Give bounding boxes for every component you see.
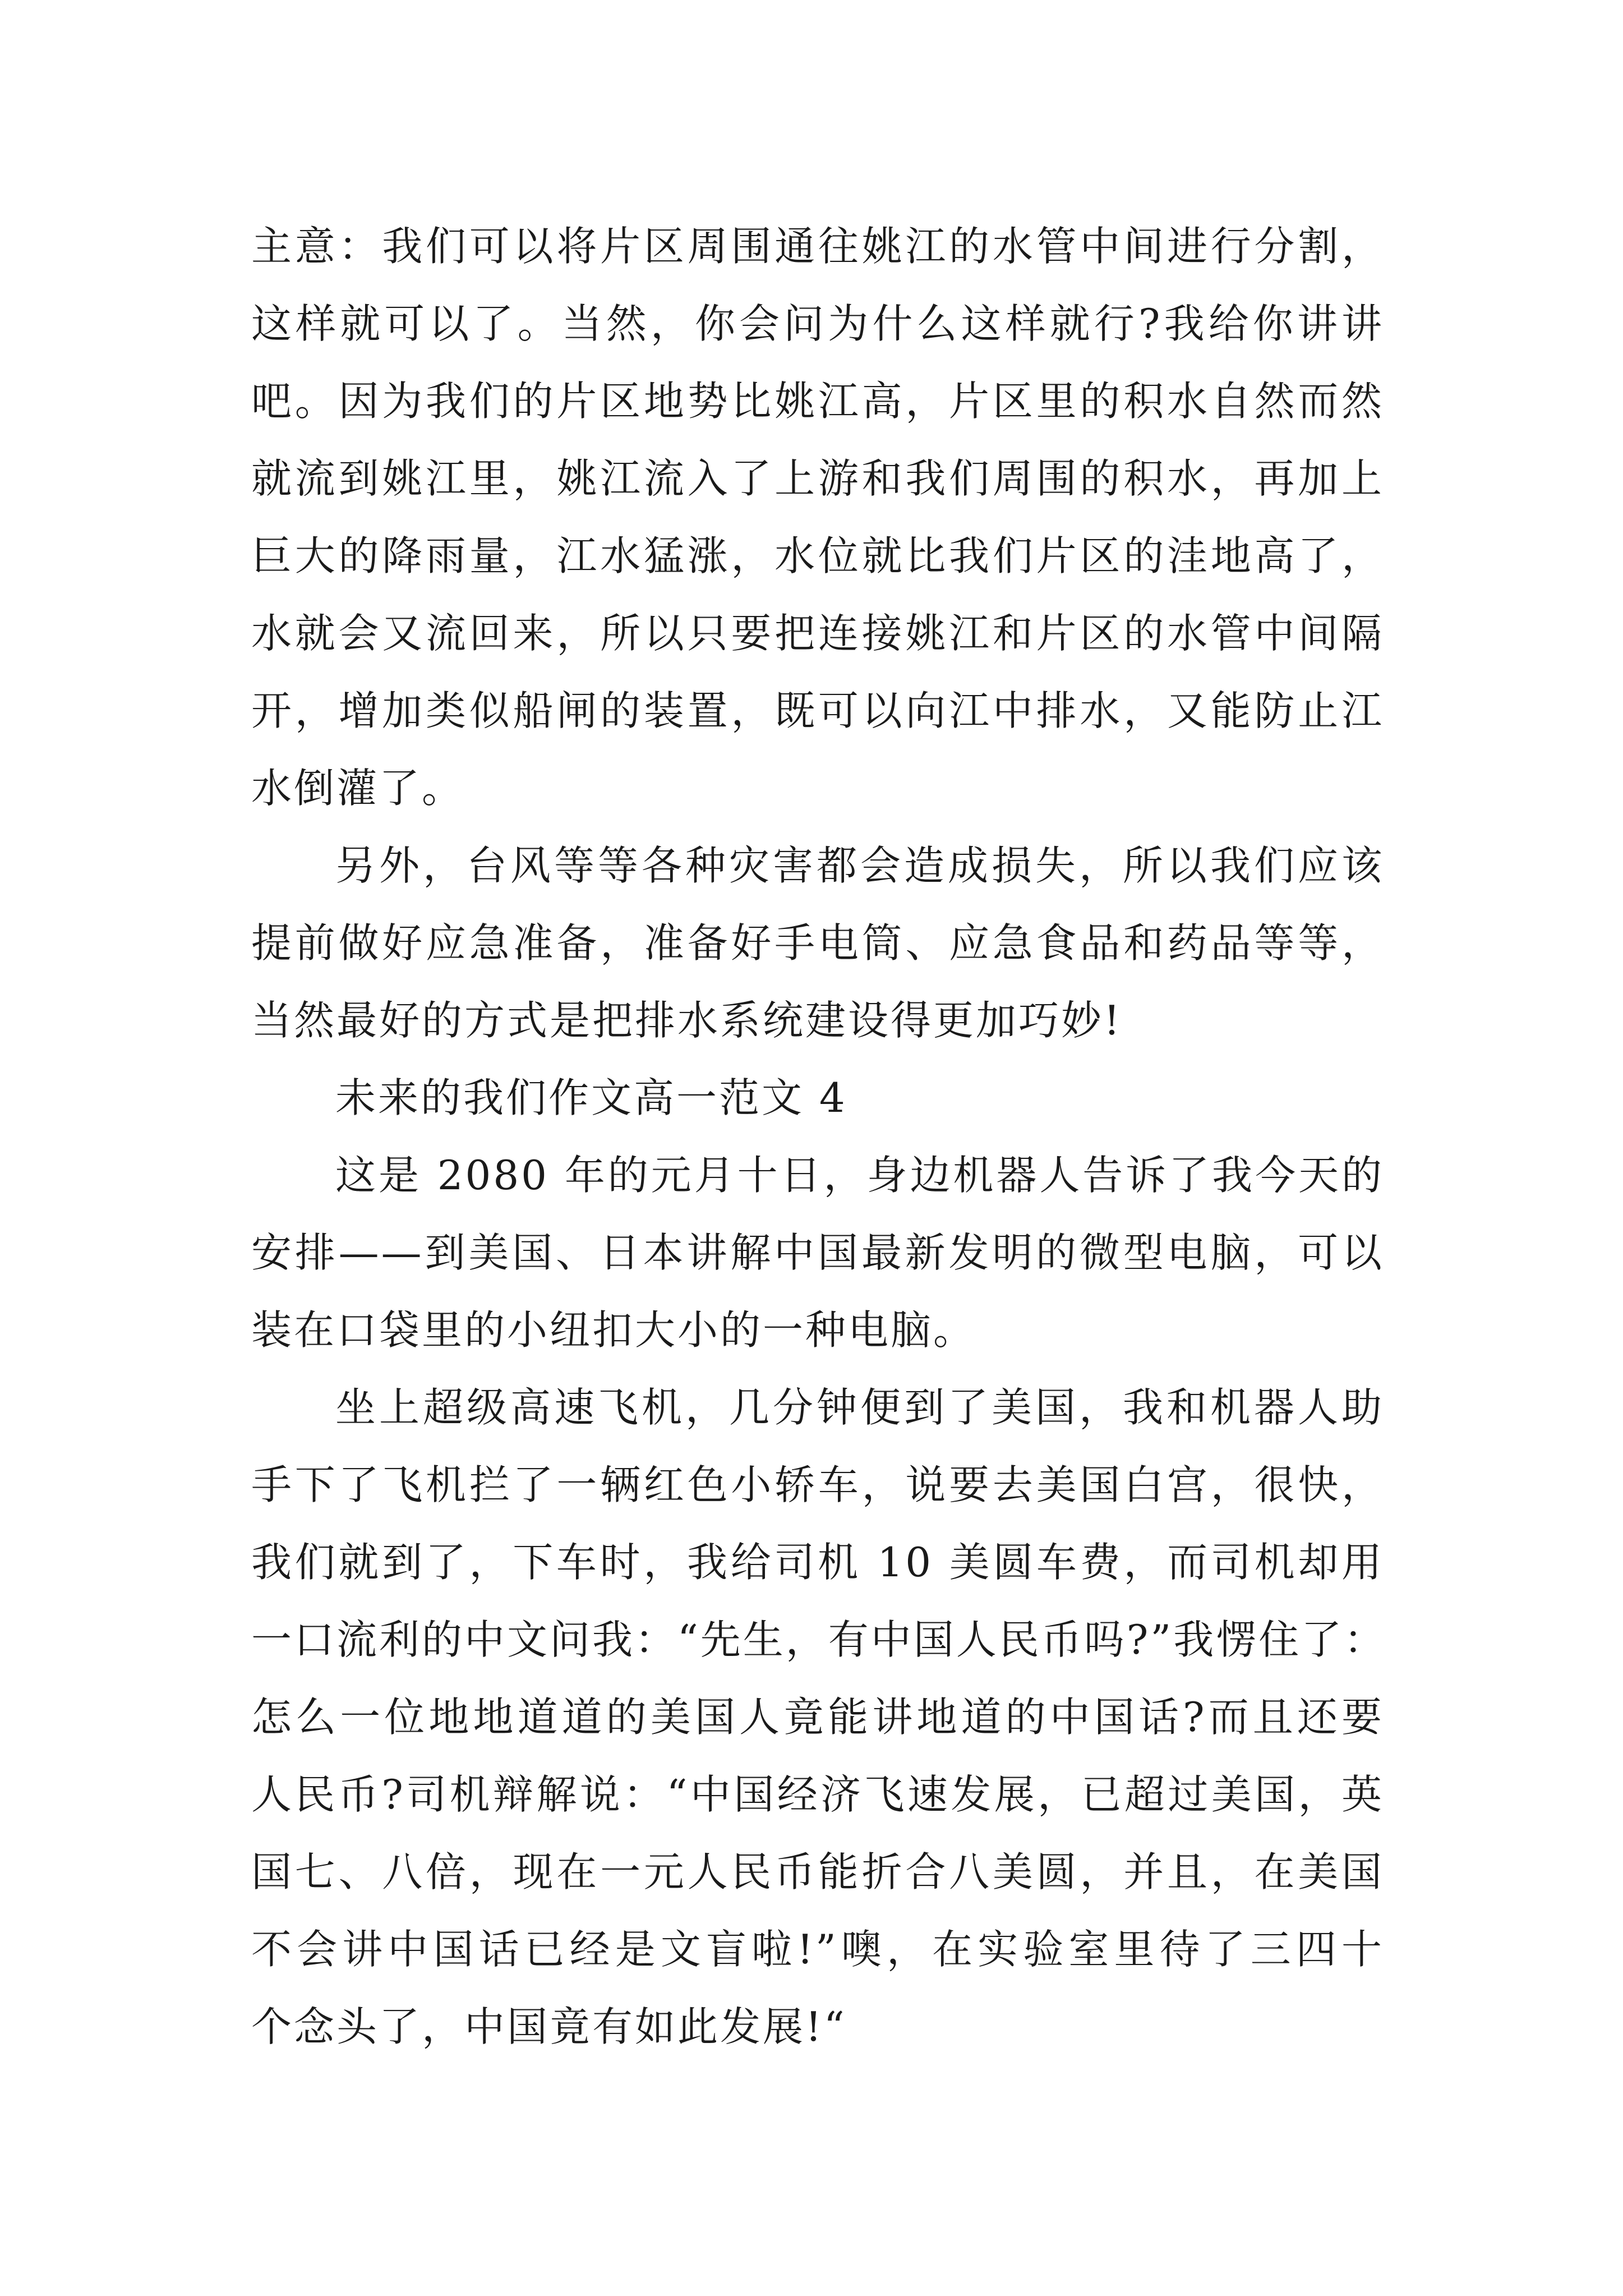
- text-line: 我们就到了，下车时，我给司机 10 美圆车费，而司机却用: [251, 1539, 1384, 1586]
- text-line: 当然最好的方式是把排水系统建设得更加巧妙!: [251, 997, 1122, 1044]
- text-line: 开，增加类似船闸的装置，既可以向江中排水，又能防止江: [251, 687, 1384, 734]
- text-line: 这是 2080 年的元月十日，身边机器人告诉了我今天的: [335, 1152, 1384, 1199]
- text-line: 安排——到美国、日本讲解中国最新发明的微型电脑，可以: [251, 1229, 1384, 1276]
- section-heading: 未来的我们作文高一范文 4: [335, 1074, 847, 1121]
- text-line: 装在口袋里的小纽扣大小的一种电脑。: [251, 1306, 976, 1354]
- text-line: 水倒灌了。: [251, 765, 465, 812]
- text-line: 人民币?司机辩解说：“中国经济飞速发展，已超过美国，英: [251, 1771, 1384, 1818]
- text-line: 手下了飞机拦了一辆红色小轿车，说要去美国白宫，很快，: [251, 1461, 1384, 1508]
- body-text: [251, 208, 1387, 2065]
- text-line: 另外，台风等等各种灾害都会造成损失，所以我们应该: [335, 842, 1384, 889]
- text-line: 提前做好应急准备，准备好手电筒、应急食品和药品等等，: [251, 919, 1384, 967]
- text-line: 不会讲中国话已经是文盲啦!”噢，在实验室里待了三四十: [251, 1926, 1384, 1973]
- text-line: 怎么一位地地道道的美国人竟能讲地道的中国话?而且还要: [251, 1694, 1384, 1741]
- text-line: 就流到姚江里，姚江流入了上游和我们周围的积水，再加上: [251, 455, 1384, 502]
- text-line: 国七、八倍，现在一元人民币能折合八美圆，并且，在美国: [251, 1848, 1384, 1895]
- text-line: 吧。因为我们的片区地势比姚江高，片区里的积水自然而然: [251, 378, 1384, 425]
- text-line: 坐上超级高速飞机，几分钟便到了美国，我和机器人助: [335, 1384, 1384, 1431]
- text-line: 主意：我们可以将片区周围通往姚江的水管中间进行分割，: [251, 223, 1384, 270]
- text-line: 水就会又流回来，所以只要把连接姚江和片区的水管中间隔: [251, 610, 1384, 657]
- text-line: 一口流利的中文问我：“先生，有中国人民币吗?”我愣住了：: [251, 1616, 1387, 1663]
- text-line: 个念头了，中国竟有如此发展!“: [251, 2003, 847, 2050]
- text-line: 巨大的降雨量，江水猛涨，水位就比我们片区的洼地高了，: [251, 532, 1384, 579]
- text-line: 这样就可以了。当然，你会问为什么这样就行?我给你讲讲: [251, 300, 1384, 347]
